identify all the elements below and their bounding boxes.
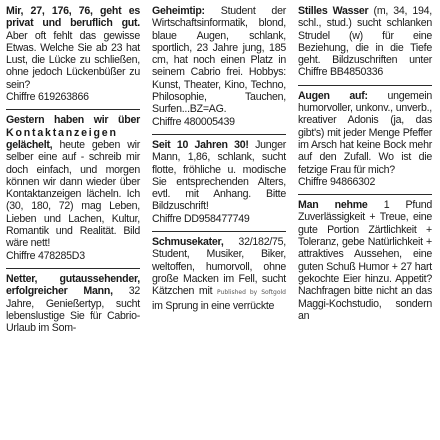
ad-body: (m, 34, 194, schl., stud.) sucht schlanken Strudel (w) für eine Beziehung, die in die Tiefe geht. Bildzuschriften unter Chiffre BB4850336: [298, 5, 432, 79]
ad-chiffre: Chiffre 478285D3: [6, 249, 85, 262]
personal-ad: [152, 233, 286, 316]
ad-lead: Stilles Wasser: [298, 5, 369, 17]
ad-body: 32 Jahre, Genießertyp, sucht lebenslustige Sie für Cabrio-Urlaub im Som-: [6, 285, 141, 335]
ad-lead: Schmusekater,: [152, 236, 224, 249]
ad-divider: [152, 231, 286, 232]
ad-chiffre: Chiffre DD958477749: [152, 212, 250, 225]
ad-body: 1 Pfund Zuverlässigkeit + Treue, eine gute Portion Zärtlichkeit + Toleranz, gebe Natürlichkeit + attraktives Aussehen, eine guten Schuß Humor + 27 hart gekochte Eier hinzu. Appetit? Nachfragen bitte nicht an das Maggi-Kochstudio, sondern an: [298, 199, 432, 322]
ad-divider: [152, 134, 286, 135]
personal-ad: [6, 270, 140, 338]
publisher-watermark: Published by Softgold: [217, 289, 286, 297]
ad-lead: Mir, 27, 176, 76, geht es privat und beruflich gut.: [6, 5, 140, 30]
column-1: [6, 2, 140, 440]
ad-divider: [6, 109, 140, 110]
ad-divider: [6, 268, 140, 269]
ad-body: 32/182/75, Student, Musiker, Biker, weltoffen, humorvoll, ohne große Macken im Fell, sucht Kätzchen mit: [152, 236, 286, 298]
ad-body-continued: im Sprung in eine verrückte: [152, 299, 275, 312]
personal-ad: [298, 87, 432, 192]
ad-lead: Augen auf:: [298, 89, 368, 102]
ad-lead: Gestern haben wir über Kontaktanzeigen gelächelt,: [6, 114, 140, 151]
column-3: [298, 2, 432, 440]
ad-body: Junger Mann, 1,86, schlank, sucht flotte, fröhliche u. modische Sie entsprechenden Alters, evtl. mit Anhang. Bitte Bildzuschrift!: [152, 138, 286, 213]
personal-ad: [6, 111, 140, 266]
personal-ad: [6, 2, 140, 107]
ad-body: ungemein humorvoller, unkonv., unverb., kreativer Adonis (ja, das gibt's) mit jeder Menge Pfeffer im Arsch hat keine Bock mehr auf den Zufall. Wo ist die fetzige Frau für mich?: [298, 89, 432, 176]
personal-ad: [298, 2, 432, 83]
ad-lead: Netter, gutaussehender, erfolgreicher Mann,: [6, 272, 140, 298]
ad-lead: Geheimtip:: [152, 5, 205, 17]
ad-lead: Seit 10 Jahren 30!: [152, 138, 249, 151]
personal-ad: [298, 196, 432, 326]
personal-ad: [152, 2, 286, 132]
ad-divider: [298, 85, 432, 86]
column-2: [152, 2, 286, 440]
personal-ad: [152, 136, 286, 229]
ad-chiffre: Chiffre 94866302: [298, 175, 376, 188]
ad-body: heute geben wir selber eine auf - schreib mir doch einfach, und morgen können wir dann wieder über Kontaktanzeigen lächeln. Ich (30, 180, 72) mag Leben, Lieben und Lachen, Kultur, Romantik und Realität. Bild wäre nett!: [6, 138, 140, 250]
ad-lead: Man nehme: [298, 199, 368, 212]
ad-body: Aber oft fehlt das gewisse Etwas. Welche Sie ab 23 hat Lust, die Lücke zu schließen, ohne jedoch Lückenbüßer zu sein?: [6, 29, 140, 91]
ad-chiffre: Chiffre 619263866: [6, 91, 89, 104]
ad-chiffre: Chiffre 480005439: [152, 115, 235, 128]
ad-body: Student der Wirtschaftsinformatik, blond, blaue Augen, schlank, sportlich, 23 Jahre jung, 185 cm, hat noch einen Platz in seinem Cabrio frei. Hobbys: Kunst, Theater, Kino, Techno, Philosophie, Tauchen, Surfen...BZ=AG.: [152, 5, 286, 116]
ad-divider: [298, 194, 432, 195]
